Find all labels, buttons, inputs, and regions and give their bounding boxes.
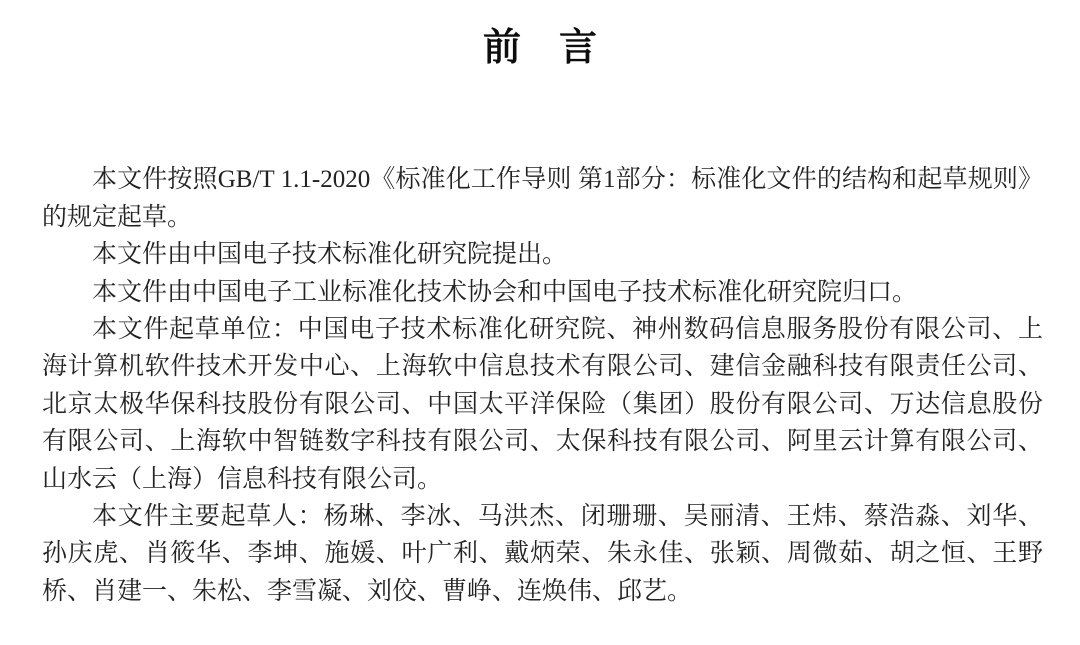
paragraph [42,161,1043,236]
paragraph [42,274,1043,311]
paragraph [42,498,1043,610]
paragraph [42,311,1043,498]
text-line: 北京太极华保科技股份有限公司、中国太平洋保险（集团）股份有限公司、万达信息股份 [42,390,1043,418]
page-title: 前 言 [482,27,597,69]
text-line: 山水云（上海）信息科技有限公司。 [42,465,443,493]
text-line: 本文件起草单位：中国电子技术标准化研究院、神州数码信息服务股份有限公司、上 [92,316,1043,344]
text-line: 孙庆虎、肖筱华、李坤、施媛、叶广利、戴炳荣、朱永佳、张颖、周微茹、胡之恒、王野 [42,540,1043,568]
text-line: 有限公司、上海软中智链数字科技有限公司、太保科技有限公司、阿里云计算有限公司、 [42,428,1043,456]
text-line: 桥、肖建一、朱松、李雪凝、刘佼、曹峥、连焕伟、邱艺。 [42,577,693,605]
text-line: 本文件按照GB/T 1.1-2020《标准化工作导则 第1部分：标准化文件的结构和起草规则》 [92,166,1043,194]
paragraph [42,236,1043,273]
text-line: 本文件由中国电子技术标准化研究院提出。 [92,241,568,269]
text-line: 本文件由中国电子工业标准化技术协会和中国电子技术标准化研究院归口。 [92,278,918,306]
text-line: 的规定起草。 [42,203,193,231]
document-body [0,161,1080,610]
text-line: 海计算机软件技术开发中心、上海软中信息技术有限公司、建信金融科技有限责任公司、 [42,353,1043,381]
text-line: 本文件主要起草人：杨琳、李冰、马洪杰、闭珊珊、吴丽清、王炜、蔡浩淼、刘华、 [92,503,1043,531]
